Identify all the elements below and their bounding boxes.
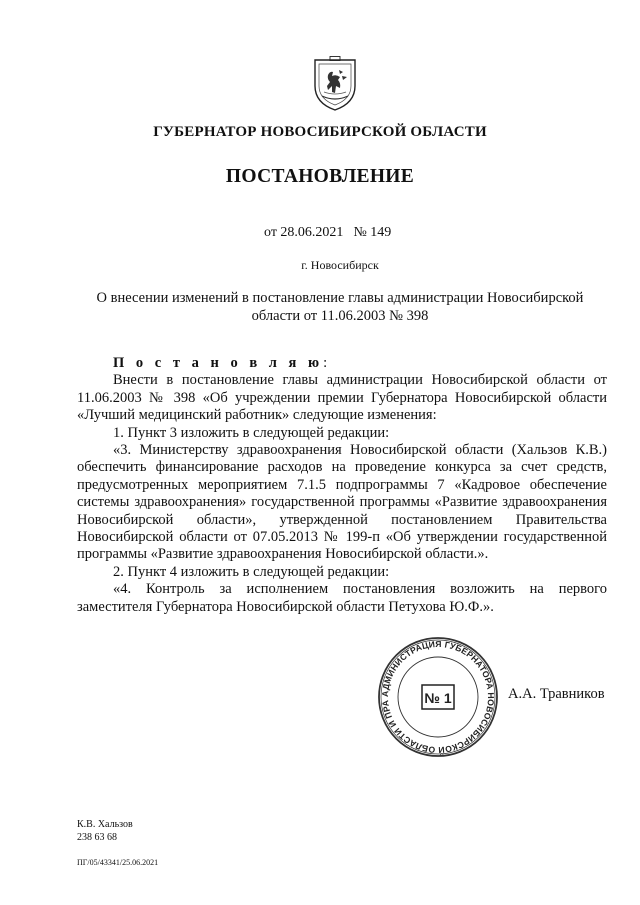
executor-phone: 238 63 68: [77, 832, 117, 843]
body-paragraph: 1. Пункт 3 изложить в следующей редакции:: [113, 424, 390, 441]
coat-of-arms-icon: [312, 56, 358, 112]
decree-colon: :: [323, 355, 328, 371]
body-paragraph: «4. Контроль за исполнением постановления возложить на первого заместителя Губернатора Новосибирской области Петухова Ю.Ф.».: [77, 581, 607, 615]
svg-text:АДМИНИСТРАЦИЯ ГУБЕРНАТОРА НОВО: АДМИНИСТРАЦИЯ ГУБЕРНАТОРА НОВОСИБИРСКОЙ ОБЛАСТИ И ПРА: [379, 638, 497, 756]
body-paragraph: Внести в постановление главы администрации Новосибирской области от 11.06.2003 № 398 «Об учреждении премии Губернатора Новосибирской области «Лучший медицинский работник» следующие изменения:: [77, 372, 607, 424]
executor-name: К.В. Хальзов: [77, 819, 133, 830]
document-type: ПОСТАНОВЛЕНИЕ: [225, 166, 415, 187]
document-city: г. Новосибирск: [301, 258, 379, 272]
document-number: № 149: [353, 225, 392, 240]
issuing-authority: ГУБЕРНАТОР НОВОСИБИРСКОЙ ОБЛАСТИ: [153, 124, 487, 140]
official-seal: [377, 636, 499, 758]
document-date: от 28.06.2021: [264, 225, 344, 240]
signatory-name: А.А. Травников: [508, 686, 605, 702]
document-date-line: [264, 225, 391, 241]
body-paragraph: 2. Пункт 4 изложить в следующей редакции:: [113, 563, 390, 580]
body-paragraph: «3. Министерству здравоохранения Новосибирской области (Хальзов К.В.) обеспечить финансирование расходов на проведение конкурса за счет средств, предусмотренных мероприятием 7.1.5 подпрограммы 7 «Кадровое обеспечение системы здравоохранения» государственной программы «Развитие здравоохранения Новосибирской области», утвержденной постановлением Правительства Новосибирской области от 07.05.2013 № 199-п «Об утверждении государственной программы «Развитие здравоохранения Новосибирской области.».: [77, 442, 607, 563]
registration-number: ПГ/05/43341/25.06.2021: [77, 858, 159, 867]
decree-word: П о с т а н о в л я ю: [113, 355, 324, 371]
document-body: [77, 355, 607, 616]
seal-number: № 1: [424, 690, 452, 706]
document-subject: О внесении изменений в постановление главы администрации Новосибирской области от 11.06.2003 № 398: [96, 290, 584, 324]
decree-heading: [77, 355, 607, 372]
